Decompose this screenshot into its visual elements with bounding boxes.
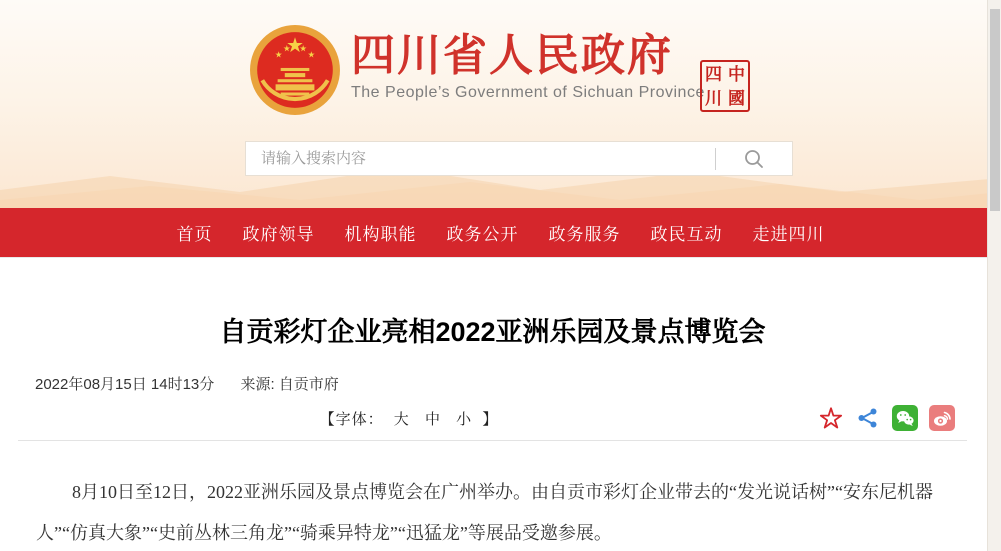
font-size-suffix: 】 [482,410,499,428]
favorite-star-icon [818,404,844,432]
brand-text [351,24,705,102]
weibo-share-button[interactable] [929,405,955,431]
font-size-control [0,408,818,429]
seal-char: 中 [728,64,745,84]
article-content [0,258,985,551]
article-source: 来源: 自贡市府 [240,376,339,393]
share-nodes-icon [856,406,880,430]
nav-item-government-leaders[interactable]: 政府领导 [242,225,315,244]
font-size-small-button[interactable]: 小 [456,410,473,428]
favorite-star-button[interactable] [818,405,844,431]
seal-char: 國 [728,88,745,108]
site-header [0,0,1001,208]
main-nav [0,208,1001,258]
article-title: 自贡彩灯企业亮相2022亚洲乐园及景点博览会 [219,317,766,347]
share-button[interactable] [855,405,881,431]
share-bar [818,405,985,431]
site-brand [249,24,705,116]
article-meta [0,373,985,394]
font-size-medium-button[interactable]: 中 [424,410,441,428]
site-title: 四川省人民政府 [351,31,673,80]
article-toolbar [0,403,985,433]
site-subtitle-en: The People’s Government of Sichuan Province [351,84,705,102]
china-sichuan-seal [700,60,750,112]
search-bar [245,141,793,176]
search-input[interactable] [246,150,715,167]
font-size-prefix: 【字体： [319,410,384,428]
vertical-scrollbar[interactable] [987,0,1001,551]
nav-item-institutional-functions[interactable]: 机构职能 [344,225,417,244]
nav-item-home[interactable]: 首页 [176,225,213,244]
seal-char: 四 [705,64,722,84]
nav-item-gov-affairs-disclosure[interactable]: 政务公开 [446,225,519,244]
publish-date: 2022年08月15日 14时13分 [35,376,215,393]
nav-item-gov-services[interactable]: 政务服务 [548,225,621,244]
scrollbar-thumb[interactable] [990,9,1000,211]
weibo-icon [931,407,953,429]
article-paragraph: 8月10日至12日，2022亚洲乐园及景点博览会在广州举办。由自贡市彩灯企业带去的“发光说话树”“安东尼机器人”“仿真大象”“史前丛林三角龙”“骑乘异特龙”“迅猛龙”等展品受邀参展。 [36,482,933,543]
search-button[interactable] [716,142,792,175]
font-size-large-button[interactable]: 大 [393,410,410,428]
search-icon [743,148,765,170]
seal-char: 川 [705,88,722,108]
wechat-share-button[interactable] [892,405,918,431]
nav-item-discover-sichuan[interactable]: 走进四川 [752,225,825,244]
nav-item-public-interaction[interactable]: 政民互动 [650,225,723,244]
content-divider [18,440,967,441]
national-emblem-logo [249,24,341,116]
wechat-icon [894,407,916,429]
